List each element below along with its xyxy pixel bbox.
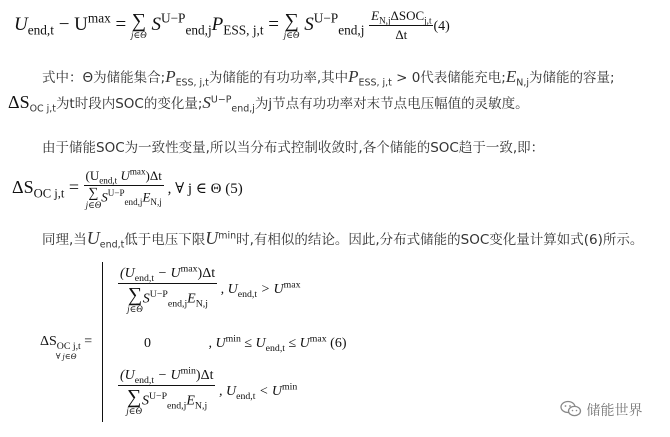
eq4-s-sup-2: U−P [313, 10, 339, 26]
eq6-case1-num-sup: max [180, 263, 198, 275]
eq6-case1-s-sup: U−P [149, 289, 168, 301]
para3-text: 由于储能SOC为一致性变量,所以当分布式控制收敛时,各个储能的SOC趋于一致,即： [42, 140, 545, 156]
eq4-e: E [371, 8, 380, 23]
eq6-case3-cond-sup: min [282, 381, 298, 393]
watermark-text: 储能世界 [586, 403, 643, 419]
sum-limit-4: j∈Θ [127, 304, 143, 314]
eq6-case2-zero: 0 [144, 336, 151, 351]
equation-4 [14, 8, 450, 43]
eq6-case1-num-c: )Δt [197, 266, 216, 281]
eq5-e: E [142, 189, 151, 205]
eq5-dsoc: ΔS [12, 177, 34, 198]
eq5-num-b-sup: max [129, 166, 146, 177]
para2-text-b: 为t时段内SOC的变化量; [55, 96, 203, 112]
eq4-max: max [87, 10, 111, 26]
eq4-minus: − U [53, 13, 88, 35]
para4-u-min: U [205, 228, 219, 248]
eq5-num-a-sub: end,t [99, 175, 118, 186]
equation-label-4: (4) [433, 18, 450, 34]
watermark [560, 400, 642, 422]
eq6-case3-num-sub: end,t [134, 374, 155, 386]
para1-p-sub-2: ESS, j,t [358, 77, 392, 89]
para1-text-e: > 0代表储能充电; [391, 70, 506, 86]
eq4-s-sub-2: end,j [338, 22, 365, 38]
para4-text-e: 时,有相似的结论。因此,分布式储能的SOC变化量计算如式(6)所示。 [236, 232, 644, 248]
sigma-symbol-5: ∑ [127, 386, 142, 408]
eq5-fraction-num [84, 168, 164, 186]
eq5-s-sub: end,j [124, 197, 143, 208]
eq5-tail: , ∀ j ∈ Θ (5) [163, 181, 243, 198]
eq6-case1-cond-sup: max [283, 279, 301, 291]
sum-limit-2: j∈Θ [283, 30, 300, 40]
eq4-equals: = [110, 13, 132, 35]
eq6-lhs-under: ∀ j∈Θ [55, 352, 77, 361]
eq5-sum [86, 187, 102, 210]
eq5-equals: = [64, 177, 84, 198]
eq4-sum [131, 11, 147, 40]
eq6-case3-num-sup: min [180, 365, 196, 377]
para2-s-sub: end,j [231, 103, 255, 115]
eq6-case1-cond-sub: end,t [237, 289, 258, 301]
sigma-symbol-2: ∑ [284, 10, 299, 32]
eq6-case3-e: E [186, 393, 195, 409]
eq6-case3-s-sup: U−P [148, 391, 168, 403]
eq6-case2-cond-sub: end,t [265, 342, 285, 354]
eq6-case1-fraction [118, 263, 217, 314]
eq6-case3-num [118, 365, 215, 386]
eq4-fraction-den: Δt [395, 27, 408, 42]
eq6-case1-cond: , U [220, 282, 238, 298]
eq5-dsoc-sub: OC j,t [33, 186, 65, 201]
eq4-equals-2: = [263, 13, 284, 35]
eq6-case1-num [118, 263, 217, 284]
sigma-symbol-4: ∑ [127, 284, 143, 306]
eq4-s: S [151, 13, 161, 35]
eq4-s-2: S [304, 13, 314, 35]
para1-e-sub: N,j [516, 77, 529, 89]
eq6-equals: = [84, 334, 93, 349]
para1-p-sub: ESS, j,t [175, 77, 209, 89]
equation-5 [12, 168, 243, 210]
eq5-num-a: (U [85, 168, 100, 183]
eq6-case3-s: S [141, 393, 149, 409]
para1-e: E [505, 67, 517, 86]
sum-limit-5: j∈Θ [126, 406, 142, 416]
eq6-case1-den [125, 284, 210, 314]
para1-p-2: P [348, 67, 359, 86]
para2-s: S [202, 93, 211, 112]
eq5-e-sub: N,j [150, 197, 162, 208]
para2-text-d: 为j节点有功功率对末节点电压幅值的灵敏度。 [254, 96, 529, 112]
para1-text-c: 为储能的有功功率,其中 [208, 70, 349, 86]
eq6-case1-num-b: − U [154, 266, 181, 281]
eq6-case1-e-sub: N,j [195, 298, 208, 310]
eq6-case3-den [124, 386, 209, 416]
equation-6-lhs [40, 334, 92, 361]
para1-text-g: 为储能的容量; [528, 70, 615, 86]
eq6-case2-cond: , U [208, 336, 226, 351]
eq6-case1-num-sub: end,t [134, 272, 155, 284]
eq5-s-sup: U−P [107, 188, 125, 199]
eq4-p-sub: ESS, j,t [223, 22, 264, 38]
sigma-symbol: ∑ [131, 10, 146, 32]
eq6-case3-e-sub: N,j [194, 400, 208, 412]
eq6-case1-s-sub: end,j [167, 298, 188, 310]
eq6-case2-cond-sup2: max [309, 333, 327, 345]
para2-dsoc-sub: OC j,t [29, 103, 56, 115]
wechat-icon [560, 400, 582, 422]
para4-u: U [86, 228, 100, 248]
eq6-case1-sum [127, 285, 143, 314]
eq4-u: U [14, 13, 28, 35]
eq4-s-sub: end,j [185, 22, 212, 38]
eq6-case3-num-a: (U [120, 368, 135, 383]
eq6-case3-fraction [118, 365, 215, 416]
eq6-case-1 [118, 263, 301, 314]
para4-u-min-sup: min [218, 230, 237, 242]
eq6-case-3 [118, 365, 298, 416]
eq4-dsoc-sub: j,t [424, 15, 432, 26]
eq4-s-sup: U−P [160, 10, 186, 26]
eq6-case3-num-b: − U [154, 368, 181, 383]
eq6-case3-cond: , U [218, 384, 237, 400]
eq4-dsoc: ΔSOC [390, 8, 425, 23]
equation-label-6: (6) [326, 336, 347, 351]
paragraph-definitions-2 [8, 92, 529, 113]
eq4-p: P [211, 13, 224, 35]
paragraph-definitions-1 [42, 66, 615, 87]
eq6-case2-cond-b: ≤ U [240, 336, 266, 351]
eq6-case2-cond-sup: min [225, 333, 241, 345]
eq6-case2-cond-c: ≤ U [285, 336, 310, 351]
sum-limit: j∈Θ [131, 30, 147, 40]
eq4-sum-2 [284, 11, 300, 40]
eq6-case1-e: E [187, 291, 196, 307]
eq6-case1-s: S [142, 291, 150, 307]
eq6-case-2 [144, 333, 347, 354]
para2-dsoc: ΔS [8, 92, 30, 112]
para4-text-c: 低于电压下限 [124, 232, 206, 248]
eq6-case3-cond-sub: end,t [236, 391, 256, 403]
eq6-case1-cond-b: > U [257, 282, 284, 298]
eq5-num-c: )Δt [145, 168, 162, 183]
sigma-symbol-3: ∑ [88, 186, 99, 201]
para4-u-sub: end,t [99, 239, 125, 251]
eq6-case3-sum [126, 387, 142, 416]
eq4-fraction [369, 8, 433, 43]
paragraph-similar [42, 228, 643, 249]
paragraph-consistency [42, 136, 544, 156]
eq5-s: S [101, 189, 108, 205]
para1-p: P [165, 67, 176, 86]
eq4-u-sub: end,t [27, 22, 54, 38]
eq5-num-b: U [117, 168, 130, 183]
eq5-fraction-den [84, 186, 164, 210]
sum-limit-3: j∈Θ [85, 200, 102, 210]
eq6-case3-s-sub: end,j [167, 400, 187, 412]
eq6-case3-num-c: )Δt [195, 368, 214, 383]
eq6-case3-cond-b: < U [255, 384, 282, 400]
eq4-e-sub: N,j [379, 15, 391, 26]
eq6-case1-num-a: (U [120, 266, 135, 281]
eq6-dsoc: ΔS [40, 334, 57, 349]
eq4-fraction-num [369, 8, 433, 26]
eq6-left-brace [102, 262, 115, 422]
para1-text-a: 式中：Θ为储能集合; [42, 70, 166, 86]
para2-s-sup: U−P [210, 94, 232, 106]
eq6-dsoc-sub: OC j,t [56, 340, 81, 352]
para4-text-a: 同理,当 [42, 232, 87, 248]
eq5-fraction [84, 168, 164, 210]
